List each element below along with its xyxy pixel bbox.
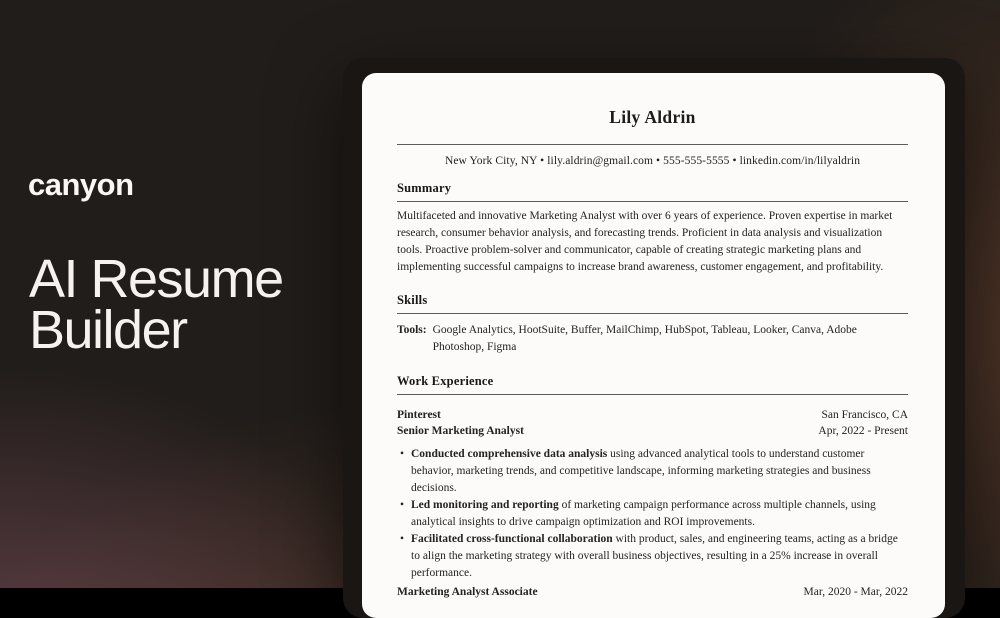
section-heading-work-experience: Work Experience (397, 374, 494, 388)
job-title: Senior Marketing Analyst (397, 425, 524, 437)
job-bullet (411, 497, 908, 531)
divider (397, 144, 908, 145)
job-dates: Mar, 2020 - Mar, 2022 (803, 586, 908, 598)
headline-line-1: AI Resume (29, 249, 283, 309)
job-location: San Francisco, CA (821, 409, 908, 421)
bullet-rest: using advanced analytical tools to understand customer behavior, marketing trends, and competitive landscape, informing marketing strategies and business decisions. (411, 448, 871, 494)
divider (397, 313, 908, 314)
resume-document (362, 73, 945, 618)
job-company-row (397, 407, 908, 423)
resume-content (362, 73, 945, 600)
resume-preview-frame (343, 58, 965, 618)
section-heading-skills: Skills (397, 293, 428, 307)
headline-line-2: Builder (29, 300, 187, 360)
job-bullet (411, 446, 908, 497)
page-title (29, 249, 283, 360)
resume-name: Lily Aldrin (609, 107, 696, 127)
bullet-rest: of marketing campaign performance across multiple channels, using analytical insights to drive campaign optimization and ROI improvements. (411, 499, 876, 528)
job-bullet-list (397, 446, 908, 582)
summary-paragraph: Multifaceted and innovative Marketing Analyst with over 6 years of experience. Proven expertise in market research, consumer behavior analysis, and forecasting trends. Proficient in data analysis and visualization tools. Proactive problem-solver and communicator, capable of creating strategic marketing plans and implementing successful campaigns to increase brand awareness, customer engagement, and profitability. (397, 210, 893, 273)
bullet-lead: Facilitated cross-functional collaboration (411, 533, 613, 545)
divider (397, 201, 908, 202)
job-title: Marketing Analyst Associate (397, 586, 538, 598)
job-title-row (397, 423, 908, 439)
job-bullet (411, 531, 908, 582)
bullet-lead: Led monitoring and reporting (411, 499, 559, 511)
job-dates: Apr, 2022 - Present (818, 425, 908, 437)
job-company: Pinterest (397, 409, 441, 421)
job-header (397, 407, 908, 439)
tools-label: Tools: (397, 324, 427, 336)
bullet-rest: with product, sales, and engineering teams, acting as a bridge to align the marketing strategy with overall business objectives, resulting in a 25% increase in overall performance. (411, 533, 898, 579)
job-title-row (397, 584, 908, 600)
resume-contact-line: New York City, NY • lily.aldrin@gmail.com • 555-555-5555 • linkedin.com/in/lilyaldrin (444, 155, 861, 167)
skills-tools-row (397, 322, 908, 356)
section-heading-summary: Summary (397, 181, 452, 195)
divider (397, 394, 908, 395)
tools-list: Google Analytics, HootSuite, Buffer, MailChimp, HubSpot, Tableau, Looker, Canva, Adobe Photoshop, Figma (432, 324, 857, 353)
brand-logo: canyon (28, 167, 134, 202)
bullet-lead: Conducted comprehensive data analysis (411, 448, 608, 460)
